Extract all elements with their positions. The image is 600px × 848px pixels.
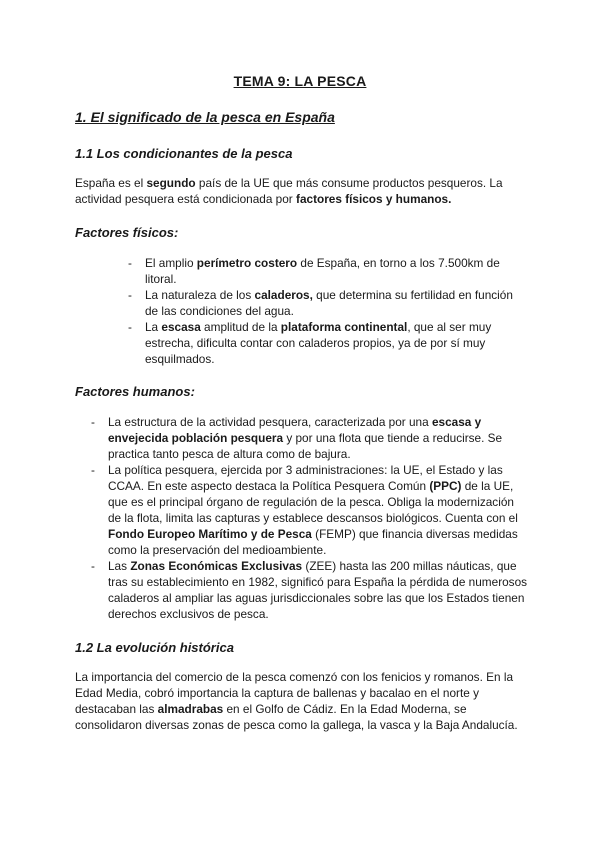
list-item [128, 287, 525, 319]
dash-bullet: - [91, 463, 95, 477]
document-title: TEMA 9: LA PESCA [233, 73, 367, 89]
text-run: España es el [75, 176, 147, 190]
list-item [128, 319, 525, 367]
text-run: de la UE, que es el principal órgano de regulación de la pesca. Obliga la modernización de la flota, limita las capturas y establece descansos biológicos. Cuenta con el [108, 479, 518, 525]
text-run: que determina su fertilidad en función de las condiciones del agua. [145, 288, 513, 318]
bold-text: almadrabas [157, 702, 224, 716]
subsection-heading-1-2: 1.2 La evolución histórica [75, 640, 234, 655]
list-item [91, 558, 528, 622]
text-run: y por una flota que tiende a reducirse. Se practica tanto pesca de altura como de bajura. [108, 431, 503, 461]
bold-text: caladeros, [254, 288, 313, 302]
text-run: de España, en torno a los 7.500km de litoral. [145, 256, 500, 286]
bold-text: Fondo Europeo Marítimo y de Pesca [108, 527, 312, 541]
text-run: El amplio [145, 256, 197, 270]
text-run: amplitud de la [200, 320, 281, 334]
text-run: La naturaleza de los [145, 288, 255, 302]
subsection-heading-1-1: 1.1 Los condicionantes de la pesca [75, 146, 293, 161]
bold-text: perímetro costero [196, 256, 298, 270]
dash-bullet: - [91, 559, 95, 573]
text-run: La política pesquera, ejercida por 3 administraciones: la UE, el Estado y las CCAA. En este aspecto destaca la Política Pesquera Común [108, 463, 503, 493]
bold-text: escasa y envejecida población pesquera [108, 415, 482, 445]
text-run: Las [108, 559, 131, 573]
list-item [91, 414, 528, 462]
dash-bullet: - [128, 320, 132, 334]
section-heading-1: 1. El significado de la pesca en España [75, 109, 335, 125]
bold-text: plataforma continental [280, 320, 408, 334]
bold-text: escasa [161, 320, 201, 334]
text-run: La [145, 320, 162, 334]
humanos-heading: Factores humanos: [75, 384, 195, 399]
text-run: país de la UE que más consume productos pesqueros. La actividad pesquera está condicionada por [75, 176, 503, 206]
list-item [128, 255, 525, 287]
bold-text: factores físicos y humanos. [296, 192, 452, 206]
text-run: La estructura de la actividad pesquera, caracterizada por una [108, 415, 432, 429]
historia-paragraph [75, 669, 535, 733]
fisicos-list [128, 255, 525, 367]
dash-bullet: - [91, 415, 95, 429]
humanos-list [91, 414, 528, 622]
dash-bullet: - [128, 288, 132, 302]
bold-text: (PPC) [429, 479, 462, 493]
text-run: en el Golfo de Cádiz. En la Edad Moderna, se consolidaron diversas zonas de pesca como la gallega, la vasca y la Baja Andalucía. [75, 702, 518, 732]
text-run: , que al ser muy estrecha, dificulta contar con caladeros propios, ya de por sí muy esquilmados. [145, 320, 492, 366]
dash-bullet: - [128, 256, 132, 270]
bold-text: Zonas Económicas Exclusivas [130, 559, 303, 573]
text-run: La importancia del comercio de la pesca comenzó con los fenicios y romanos. En la Edad Media, cobró importancia la captura de ballenas y bacalao en el norte y destacaban las [75, 670, 514, 716]
list-item [91, 462, 528, 558]
intro-paragraph [75, 175, 535, 207]
fisicos-heading: Factores físicos: [75, 225, 179, 240]
text-run: (ZEE) hasta las 200 millas náuticas, que tras su establecimiento en 1982, significó para España la pérdida de numerosos caladeros al ampliar las aguas jurisdiccionales sobre las que los Estados tienen derechos exclusivos de pesca. [108, 559, 528, 621]
text-run: (FEMP) que financia diversas medidas como la preservación del medioambiente. [108, 527, 518, 557]
bold-text: segundo [146, 176, 196, 190]
